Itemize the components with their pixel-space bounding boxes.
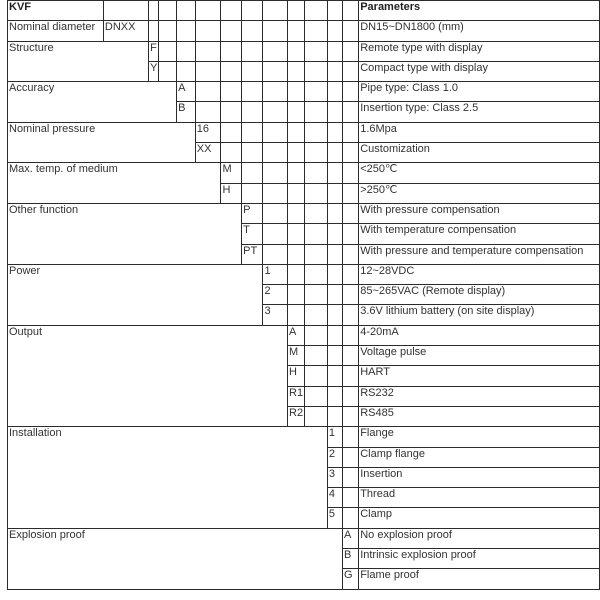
accuracy-label: Accuracy [8, 82, 177, 123]
table-row [8, 21, 600, 41]
option-param: With temperature compensation [359, 224, 600, 244]
option-param: Pipe type: Class 1.0 [359, 82, 600, 102]
parameters-header: Parameters [359, 1, 600, 21]
max-temp-label: Max. temp. of medium [8, 163, 221, 204]
option-code: G [342, 569, 358, 589]
option-code: 1 [327, 427, 342, 447]
option-param: No explosion proof [359, 528, 600, 548]
explosion-proof-label: Explosion proof [8, 528, 343, 589]
option-param: 1.6Mpa [359, 122, 600, 142]
option-code: PT [242, 244, 263, 264]
option-code: 5 [327, 508, 342, 528]
option-param: With pressure and temperature compensation [359, 244, 600, 264]
structure-label: Structure [8, 41, 149, 82]
option-param: 3.6V lithium battery (on site display) [359, 305, 600, 325]
table-row [8, 427, 600, 447]
option-code: 3 [327, 467, 342, 487]
option-param: Flame proof [359, 569, 600, 589]
option-code: 1 [263, 264, 288, 284]
option-param: <250℃ [359, 163, 600, 183]
nominal-diameter-param: DN15~DN1800 (mm) [359, 21, 600, 41]
option-param: RS232 [359, 386, 600, 406]
option-param: Insertion type: Class 2.5 [359, 102, 600, 122]
option-param: Customization [359, 143, 600, 163]
option-code: R1 [288, 386, 305, 406]
table-row-header [8, 1, 600, 21]
option-param: Clamp [359, 508, 600, 528]
option-code: H [288, 366, 305, 386]
option-param: Intrinsic explosion proof [359, 549, 600, 569]
model-selection-table-wrapper [7, 0, 600, 590]
model-code-header: KVF [8, 1, 104, 21]
option-param: 4-20mA [359, 325, 600, 345]
installation-label: Installation [8, 427, 328, 528]
option-param: With pressure compensation [359, 203, 600, 223]
option-code: 2 [263, 285, 288, 305]
table-row [8, 203, 600, 223]
option-code: A [288, 325, 305, 345]
option-param: 85~265VAC (Remote display) [359, 285, 600, 305]
option-code: Y [149, 61, 159, 81]
option-param: 12~28VDC [359, 264, 600, 284]
output-label: Output [8, 325, 288, 426]
option-param: >250℃ [359, 183, 600, 203]
option-code: M [288, 346, 305, 366]
option-code: P [242, 203, 263, 223]
option-param: Flange [359, 427, 600, 447]
option-code: B [177, 102, 196, 122]
option-param: Thread [359, 488, 600, 508]
option-param: Insertion [359, 467, 600, 487]
option-code: M [221, 163, 242, 183]
table-row [8, 82, 600, 102]
table-row [8, 528, 600, 548]
option-code: XX [195, 143, 221, 163]
option-code: B [342, 549, 358, 569]
option-code: 3 [263, 305, 288, 325]
other-function-label: Other function [8, 203, 242, 264]
option-param: Remote type with display [359, 41, 600, 61]
table-row [8, 41, 600, 61]
option-code: R2 [288, 406, 305, 426]
option-param: Clamp flange [359, 447, 600, 467]
option-code: A [342, 528, 358, 548]
option-param: RS485 [359, 406, 600, 426]
power-label: Power [8, 264, 263, 325]
table-row [8, 163, 600, 183]
option-code: 2 [327, 447, 342, 467]
table-row [8, 122, 600, 142]
nominal-pressure-label: Nominal pressure [8, 122, 196, 163]
nominal-diameter-code: DNXX [103, 21, 148, 41]
nominal-diameter-label: Nominal diameter [8, 21, 104, 41]
option-param: HART [359, 366, 600, 386]
table-row [8, 325, 600, 345]
option-param: Compact type with display [359, 61, 600, 81]
table-row [8, 264, 600, 284]
option-param: Voltage pulse [359, 346, 600, 366]
option-code: T [242, 224, 263, 244]
option-code: H [221, 183, 242, 203]
option-code: 4 [327, 488, 342, 508]
model-selection-table [7, 0, 600, 590]
option-code: 16 [195, 122, 221, 142]
option-code: F [149, 41, 159, 61]
option-code: A [177, 82, 196, 102]
